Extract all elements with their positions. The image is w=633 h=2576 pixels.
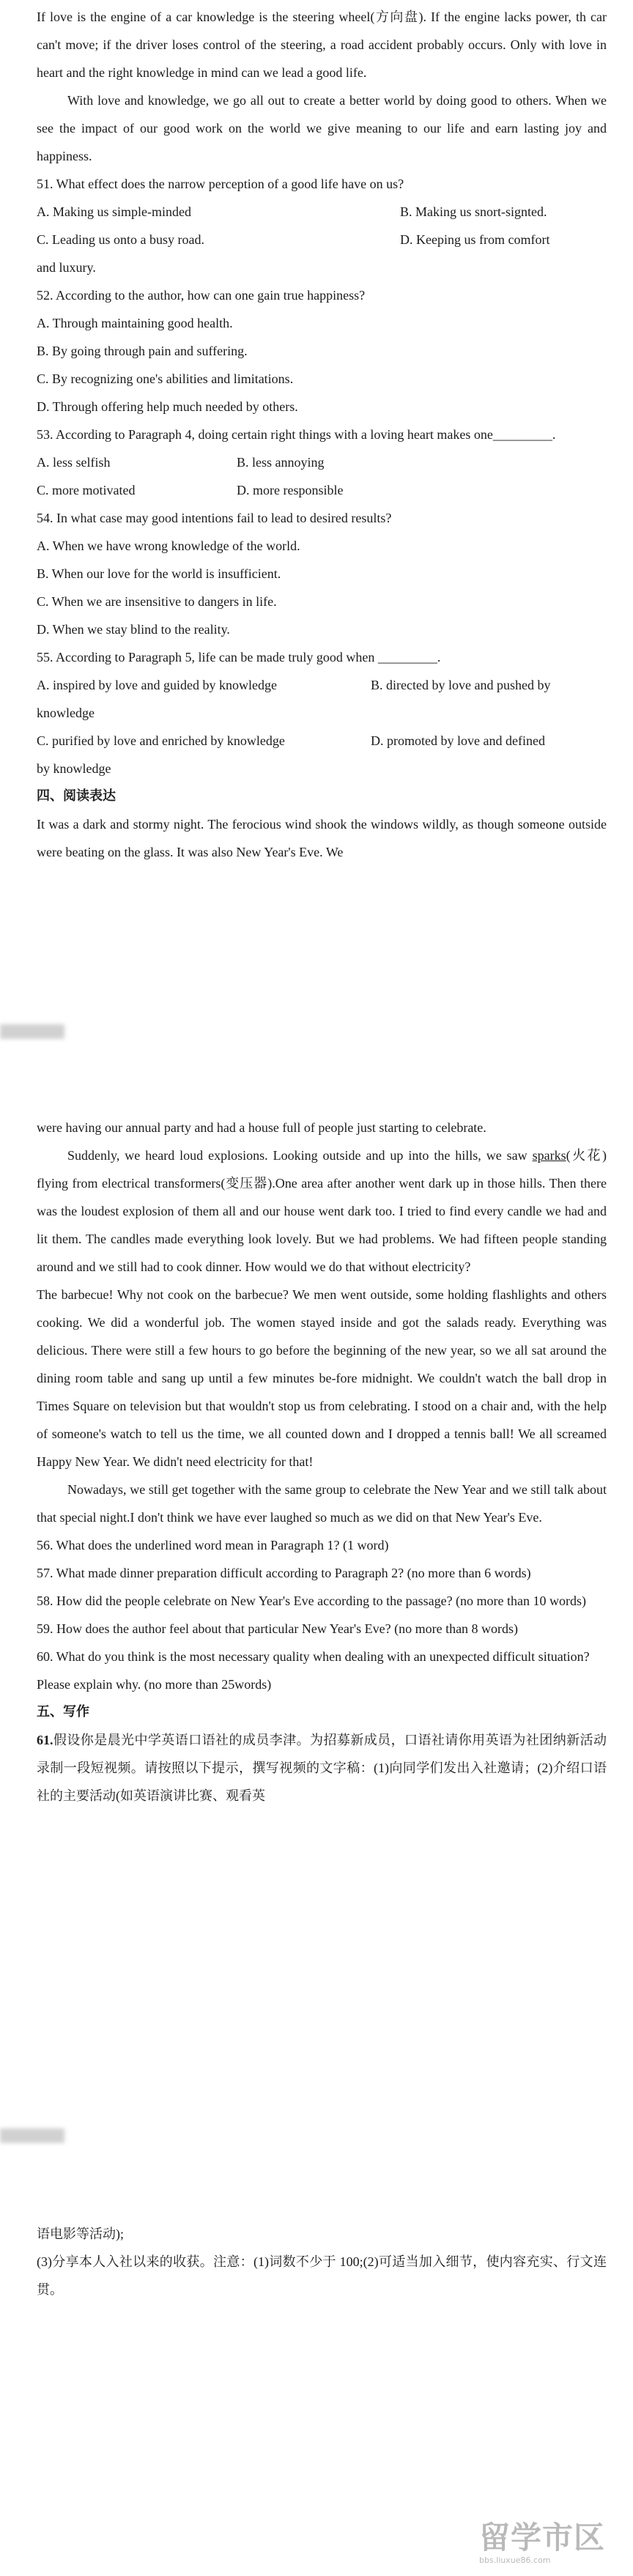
option-a: A. Making us simple-minded — [37, 204, 191, 219]
question-58: 58. How did the people celebrate on New Year's Eve according to the passage? (no more than 10 words) — [37, 1594, 587, 1608]
option-b-continued: knowledge — [37, 706, 95, 720]
question-55 — [37, 643, 607, 782]
option-c: C. Leading us onto a busy road. — [37, 232, 204, 247]
watermark-url: bbs.liuxue86.com — [479, 2555, 551, 2565]
option-d: D. When we stay blind to the reality. — [37, 622, 230, 637]
section-5-title: 五、写作 — [37, 1704, 89, 1720]
blurred-watermark — [0, 2128, 64, 2143]
underlined-word: sparks — [532, 1148, 566, 1163]
option-c: C. more motivated — [37, 483, 136, 497]
question-59: 59. How does the author feel about that particular New Year's Eve? (no more than 8 words) — [37, 1621, 519, 1636]
question-stem: 53. According to Paragraph 4, doing certain right things with a loving heart makes one_________. — [37, 427, 556, 442]
question-stem: 51. What effect does the narrow perception of a good life have on us? — [37, 177, 404, 191]
option-b: B. directed by love and pushed by — [371, 678, 551, 692]
option-c: C. By recognizing one's abilities and limitations. — [37, 371, 294, 386]
watermark-logo-text: 留学市区 — [479, 2520, 606, 2555]
page-section-2 — [37, 1114, 607, 1810]
section-4-title: 四、阅读表达 — [37, 788, 116, 804]
question-61: 61.假设你是晨光中学英语口语社的成员李津。为招募新成员，口语社请你用英语为社团纳新活动录制一段短视频。请按照以下提示，撰写视频的文字稿：(1)向同学们发出入社邀请；(2)介绍口语社的主要活动(如英语演讲比赛、观看英 — [37, 1733, 607, 1803]
page-section-3 — [37, 2220, 607, 2303]
question-stem: 54. In what case may good intentions fail to lead to desired results? — [37, 511, 392, 525]
question-57: 57. What made dinner preparation difficult according to Paragraph 2? (no more than 6 words) — [37, 1566, 531, 1580]
option-d-continued: and luxury. — [37, 260, 96, 275]
passage-paragraph: Nowadays, we still get together with the same group to celebrate the New Year and we still talk about that special night.I don't think we have ever laughed so much as we did on that New Year's Eve. — [37, 1482, 607, 1525]
option-a: A. Through maintaining good health. — [37, 316, 233, 330]
option-d: D. Keeping us from comfort — [400, 232, 550, 247]
passage-paragraph: If love is the engine of a car knowledge is the steering wheel(方向盘). If the engine lacks power, th car can't move; if the driver loses control of the steering, a road accident probably occurs. Only with love in heart and the right knowledge in mind can we lead a good life. — [37, 10, 607, 80]
question-51 — [37, 170, 607, 281]
option-b: B. When our love for the world is insufficient. — [37, 566, 281, 581]
prompt-line: (3)分享本人入社以来的收获。注意：(1)词数不少于 100;(2)可适当加入细节，使内容充实、行文连贯。 — [37, 2254, 607, 2297]
reading-passage-start: It was a dark and stormy night. The ferocious wind shook the windows wildly, as though someone outside were beating on the glass. It was also New Year's Eve. We — [37, 817, 607, 859]
option-b: B. less annoying — [237, 455, 325, 470]
page-section-1 — [37, 3, 607, 866]
question-52 — [37, 281, 607, 421]
option-c: C. When we are insensitive to dangers in life. — [37, 594, 277, 609]
option-d: D. promoted by love and defined — [371, 733, 545, 748]
option-d: D. Through offering help much needed by others. — [37, 399, 298, 414]
option-d: D. more responsible — [237, 483, 344, 497]
question-60-note: Please explain why. (no more than 25words) — [37, 1677, 272, 1692]
option-b: B. Making us snort-signted. — [400, 204, 547, 219]
option-a: A. less selfish — [37, 455, 111, 470]
option-d-continued: by knowledge — [37, 761, 111, 776]
question-stem: 52. According to the author, how can one gain true happiness? — [37, 288, 366, 303]
passage-paragraph: The barbecue! Why not cook on the barbecue? We men went outside, some holding flashlights and others cooking. We did a wonderful job. The women stayed inside and got the salads ready. Everything was delicious. There were still a few hours to go before the beginning of the new year, so we all sat around the dining room table and sang up until a few minutes be-fore midnight. We couldn't watch the ball drop in Times Square on television but that wouldn't stop us from celebrating. I stood on a chair and, with the help of someone's watch to tell us the time, we all counted down and I dropped a tennis ball! We all screamed Happy New Year. We didn't need electricity for that! — [37, 1287, 607, 1469]
site-watermark-logo — [479, 2520, 626, 2570]
option-a: A. When we have wrong knowledge of the world. — [37, 538, 300, 553]
question-53 — [37, 421, 607, 504]
passage-paragraph: Suddenly, we heard loud explosions. Looking outside and up into the hills, we saw sparks(火花) flying from electrical transformers(变压器).One area after another went dark up in those hills. Then there was the loudest explosion of them all and our house went dark too. I tried to find every candle we had and lit them. The candles made everything look lovely. But we had problems. We had fifteen people standing around and we still had to cook dinner. How would we do that without electricity? — [37, 1148, 607, 1274]
blurred-watermark — [0, 1024, 64, 1039]
question-stem: 55. According to Paragraph 5, life can be made truly good when _________. — [37, 650, 441, 665]
question-60: 60. What do you think is the most necessary quality when dealing with an unexpected difficult situation? — [37, 1649, 590, 1664]
option-a: A. inspired by love and guided by knowledge — [37, 678, 277, 692]
question-54 — [37, 504, 607, 643]
question-56: 56. What does the underlined word mean in Paragraph 1? (1 word) — [37, 1538, 389, 1552]
option-c: C. purified by love and enriched by knowledge — [37, 733, 285, 748]
passage-paragraph: were having our annual party and had a house full of people just starting to celebrate. — [37, 1120, 486, 1135]
passage-paragraph: With love and knowledge, we go all out to create a better world by doing good to others. When we see the impact of our good work on the world we give meaning to our life and earn lasting joy and happiness. — [37, 93, 607, 163]
prompt-continued: 语电影等活动); — [37, 2227, 124, 2241]
option-b: B. By going through pain and suffering. — [37, 344, 248, 358]
